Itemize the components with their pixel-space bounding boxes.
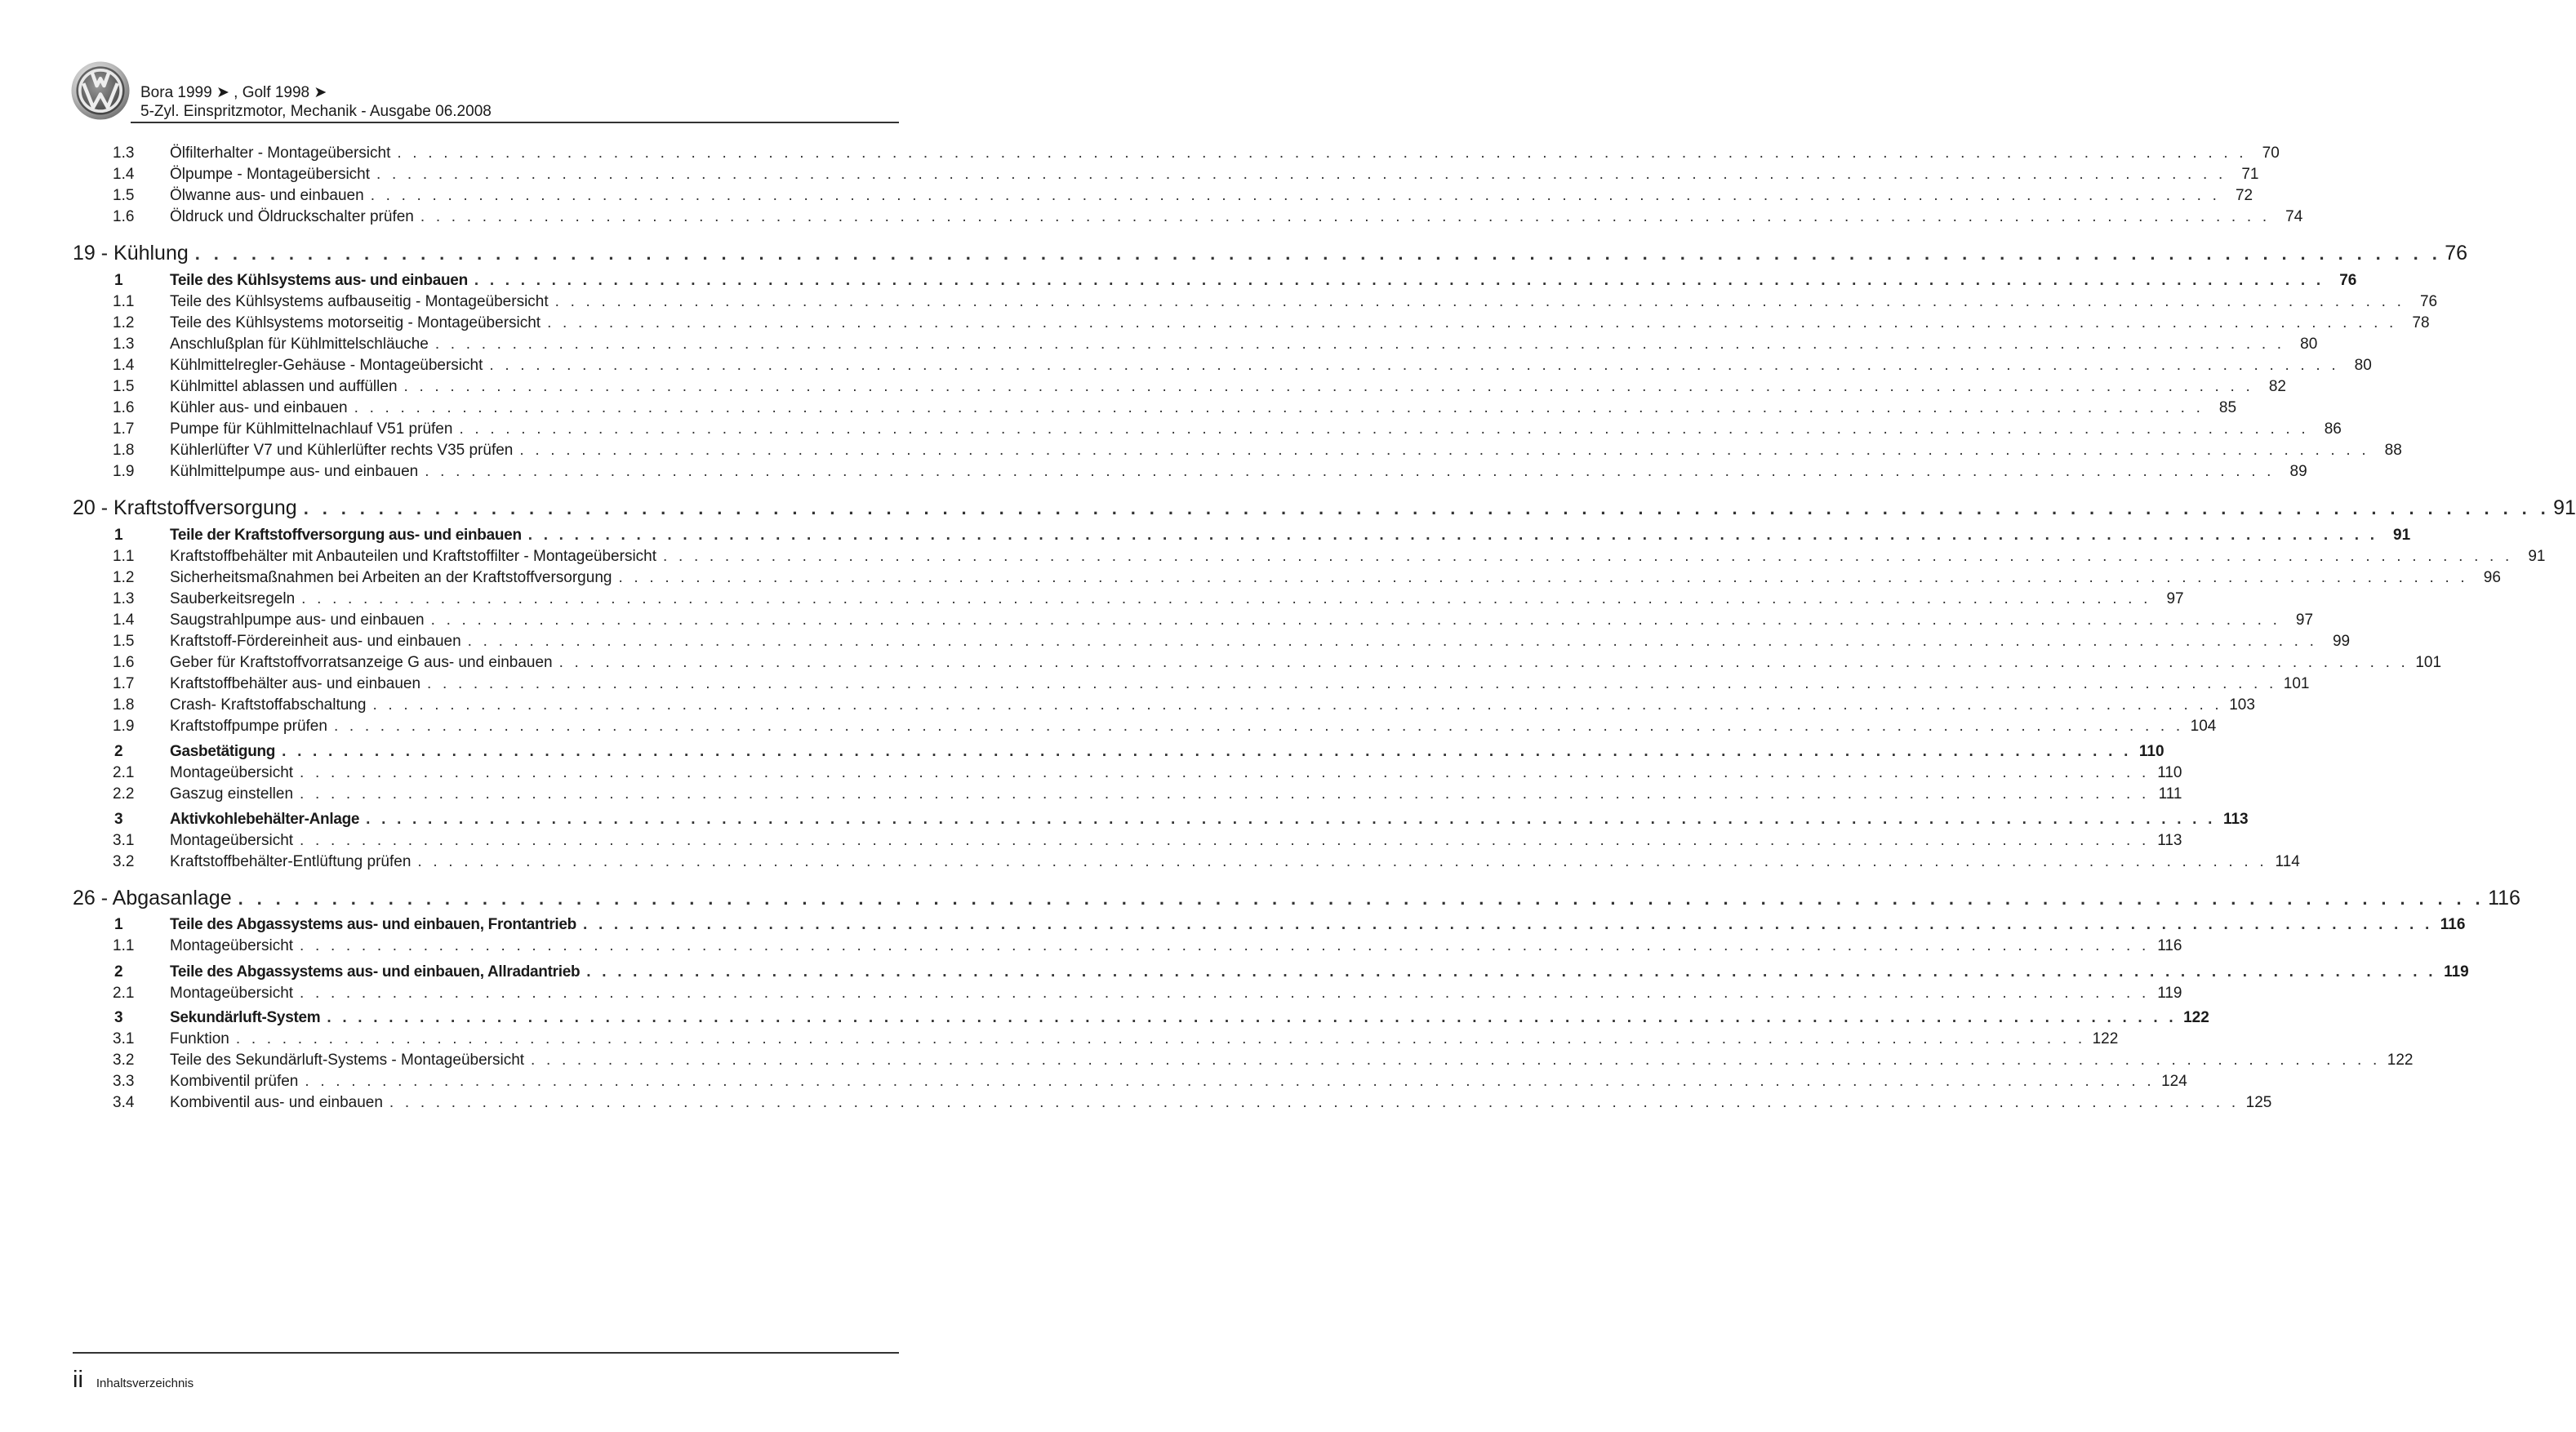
toc-entry-title: Öldruck und Öldruckschalter prüfen: [170, 208, 414, 225]
toc-entry-line: [170, 633, 2351, 651]
toc-entry-number: 3: [114, 811, 123, 828]
toc-entry-page: 71: [2241, 166, 2259, 183]
toc-entry-page: 78: [2412, 314, 2430, 331]
toc-entry-number: 1.6: [113, 208, 135, 225]
toc-entry-line: [170, 145, 2280, 162]
toc-entry-title: Teile des Kühlsystems aus- und einbauen: [170, 272, 468, 289]
dot-leader: . . . . . . . . . . . . . . . . . . . . . . . . . . . . . . . . . . . . . . . . . . . . . . . . . . . . . . . . . . . . . . . . . . . . . . . . . . . . . . . . . . . . . . . . . . . . . . . . . . . . . . . . . . . . . . . . . . . . . . . .: [370, 187, 2221, 204]
toc-entry-number: 2.1: [113, 985, 135, 1002]
dot-leader: . . . . . . . . . . . . . . . . . . . . . . . . . . . . . . . . . . . . . . . . . . . . . . . . . . . . . . . . . . . . . . . . . . . . . . . . . . . . . . . . . . . . . . . . . . . . . . . . . . . . . . . . . . . . . . . . . . . . . . . .: [547, 314, 2397, 331]
toc-entry-page: 99: [2332, 633, 2351, 650]
toc-entry-line: [170, 420, 2342, 438]
toc-entry-page: 91: [2393, 527, 2411, 544]
toc-entry-page: 125: [2245, 1094, 2272, 1111]
toc-entry-title: Kombiventil prüfen: [170, 1073, 299, 1090]
toc-entry-number: 2.1: [113, 764, 135, 781]
toc-entry-line: [170, 718, 2217, 736]
toc-entry-page: 74: [2285, 208, 2303, 225]
dot-leader: . . . . . . . . . . . . . . . . . . . . . . . . . . . . . . . . . . . . . . . . . . . . . . . . . . . . . . . . . . . . . . . . . . . . . . . . . . . . . . . . . . . . . . . . . . . . . . . . . . . . . . . . . . . . . . . . . . . . . . . .: [300, 985, 2150, 1002]
toc-entry-line: [170, 399, 2237, 417]
dot-leader: . . . . . . . . . . . . . . . . . . . . . . . . . . . . . . . . . . . . . . . . . . . . . . . . . . . . . . . . . . . . . . . . . . . . . . . . . . . . . . . . . . . . . . . . . . . . . . . . . . . . . . . . . . . . . . . . . . . . . . . .: [327, 1009, 2177, 1026]
toc-entry-number: 3.1: [113, 832, 135, 849]
toc-entry-number: 3.2: [113, 1052, 135, 1069]
toc-entry-page: 80: [2300, 336, 2318, 353]
toc-entry-page: 96: [2483, 569, 2501, 586]
toc-entry-line: [170, 527, 2411, 545]
toc-entry-line: [170, 675, 2310, 693]
manual-subtitle: 5-Zyl. Einspritzmotor, Mechanik - Ausgabe 06.2008: [140, 103, 492, 120]
toc-entry-line: [170, 832, 2182, 850]
toc-entry-title: Sauberkeitsregeln: [170, 590, 296, 607]
dot-leader: . . . . . . . . . . . . . . . . . . . . . . . . . . . . . . . . . . . . . . . . . . . . . . . . . . . . . . . . . . . . . . . . . . . . . . . . . . . . . . . . . . . . . . . . . . . . . . . . . . . . . . . . . . . . . . . . . . . . . . . .: [531, 1052, 2381, 1069]
toc-entry-line: [170, 590, 2184, 608]
page-footer: [73, 1367, 194, 1394]
dot-leader: . . . . . . . . . . . . . . . . . . . . . . . . . . . . . . . . . . . . . . . . . . . . . . . . . . . . . . . . . . . . . . . . . . . . . . . . . . . . . . . . . . . . . . . . . . . . . . . . . . . . . . . . . . . . . . . . . . . . . . . .: [425, 463, 2275, 480]
dot-leader: . . . . . . . . . . . . . . . . . . . . . . . . . . . . . . . . . . . . . . . . . . . . . . . . . . . . . . . . . . . . . . . . . . . . . . . . . . . . . . . . . . . . . . . . . . . . . . . . . . . . . . . . . . . . . . . . . . . . . . . .: [554, 293, 2405, 310]
toc-entry-page: 119: [2157, 985, 2182, 1002]
toc-entry-title: Crash- Kraftstoffabschaltung: [170, 696, 367, 714]
toc-entry-page: 97: [2166, 590, 2184, 607]
toc-entry-line: [170, 442, 2402, 460]
toc-entry-line: [170, 166, 2259, 184]
toc-entry-title: Gasbetätigung: [170, 743, 276, 760]
toc-entry-number: 1: [114, 916, 123, 933]
toc-entry-title: Pumpe für Kühlmittelnachlauf V51 prüfen: [170, 420, 453, 438]
toc-entry-page: 76: [2419, 293, 2438, 310]
toc-entry-title: Montageübersicht: [170, 764, 294, 781]
toc-entry-number: 1.2: [113, 314, 135, 331]
toc-entry-number: 3.1: [113, 1030, 135, 1047]
toc-entry-page: 86: [2324, 420, 2342, 438]
dot-leader: . . . . . . . . . . . . . . . . . . . . . . . . . . . . . . . . . . . . . . . . . . . . . . . . . . . . . . . . . . . . . . . . . . . . . . . . . . . . . . . . . . . . . . . . . . . . . . . . . . . . . . . . . . . . . . . . . . . . . . . .: [582, 916, 2433, 933]
toc-entry-number: 1.6: [113, 399, 135, 416]
dot-leader: . . . . . . . . . . . . . . . . . . . . . . . . . . . . . . . . . . . . . . . . . . . . . . . . . . . . . . . . . . . . . . . . . . . . . . . . . . . . . . . . . . . . . . . . . . . . . . . . . . . . . . . . . . . . . . . . . . . . . . . .: [527, 527, 2378, 544]
header-divider: [131, 122, 899, 123]
toc-entry-page: 89: [2289, 463, 2307, 480]
toc-entry-line: [73, 496, 2576, 520]
toc-entry-title: Ölpumpe - Montageübersicht: [170, 166, 371, 183]
toc-entry-title: Teile des Abgassystems aus- und einbauen, Frontantrieb: [170, 916, 576, 933]
dot-leader: . . . . . . . . . . . . . . . . . . . . . . . . . . . . . . . . . . . . . . . . . . . . . . . . . . . . . . . . . . . . . . . . . . . . . . . . . . . . . . . . . . . . . . . . . . . . . . . . . . . . . . . . . . . . . . . . . . . . . . . .: [235, 1030, 2086, 1047]
toc-entry-title: Montageübersicht: [170, 937, 294, 954]
toc-entry-page: 101: [2283, 675, 2310, 692]
toc-entry-number: 1.4: [113, 166, 135, 183]
dot-leader: . . . . . . . . . . . . . . . . . . . . . . . . . . . . . . . . . . . . . . . . . . . . . . . . . . . . . . . . . . . . . . . . . . . . . . . . . . . . . . . . . . . . . . . . . . . . . . . . . . . . . . . . . . . . . . . . . . . . . . . .: [354, 399, 2205, 416]
toc-entry-title: Teile des Sekundärluft-Systems - Montageübersicht: [170, 1052, 525, 1069]
toc-entry-title: Funktion: [170, 1030, 229, 1047]
dot-leader: . . . . . . . . . . . . . . . . . . . . . . . . . . . . . . . . . . . . . . . . . . . . . . . . . . . . . . . . . . . . . . . . . . . . . . . . . . . . . . . . . . . . . . . . . . . . . . . . . . . . . . . . . . . . . . . . . . . . . . . .: [558, 654, 2409, 671]
toc-entry-line: [170, 811, 2249, 829]
manual-title: Bora 1999 ➤ , Golf 1998 ➤: [140, 84, 327, 101]
toc-entry-line: [170, 743, 2164, 761]
toc-entry-title: Teile des Abgassystems aus- und einbauen, Allradantrieb: [170, 963, 581, 981]
toc-entry-line: [170, 357, 2372, 375]
toc-entry-line: [170, 916, 2466, 934]
dot-leader: . . . . . . . . . . . . . . . . . . . . . . . . . . . . . . . . . . . . . . . . . . . . . . . . . . . . . . . . . . . . . . . . . . . . . . . . . . . . . . . . . . . . . . . . . . . . . . . . . . . . . . . . . . . . . . . . . . . . . . . .: [194, 243, 2442, 264]
toc-entry-title: Teile des Kühlsystems aufbauseitig - Montageübersicht: [170, 293, 549, 310]
toc-entry-number: 1.5: [113, 378, 135, 395]
dot-leader: . . . . . . . . . . . . . . . . . . . . . . . . . . . . . . . . . . . . . . . . . . . . . . . . . . . . . . . . . . . . . . . . . . . . . . . . . . . . . . . . . . . . . . . . . . . . . . . . . . . . . . . . . . . . . . . . . . . . . . . .: [303, 498, 2551, 518]
toc-entry-page: 104: [2190, 718, 2217, 735]
toc-entry-title: Kraftstoff-Fördereinheit aus- und einbauen: [170, 633, 461, 650]
toc-entry-number: 1.3: [113, 336, 135, 353]
toc-entry-title: Kraftstoffbehälter mit Anbauteilen und Kraftstoffilter - Montageübersicht: [170, 548, 657, 565]
toc-entry-line: [73, 887, 2520, 910]
toc-entry-number: 1.1: [113, 548, 135, 565]
dot-leader: . . . . . . . . . . . . . . . . . . . . . . . . . . . . . . . . . . . . . . . . . . . . . . . . . . . . . . . . . . . . . . . . . . . . . . . . . . . . . . . . . . . . . . . . . . . . . . . . . . . . . . . . . . . . . . . . . . . . . . . .: [397, 145, 2247, 162]
toc-entry-page: 116: [2488, 887, 2520, 909]
toc-entry-line: [170, 293, 2438, 311]
toc-entry-line: [170, 611, 2314, 629]
toc-entry-line: [170, 696, 2255, 714]
dot-leader: . . . . . . . . . . . . . . . . . . . . . . . . . . . . . . . . . . . . . . . . . . . . . . . . . . . . . . . . . . . . . . . . . . . . . . . . . . . . . . . . . . . . . . . . . . . . . . . . . . . . . . . . . . . . . . . . . . . . . . . .: [333, 718, 2184, 735]
toc-entry-line: [170, 378, 2286, 396]
toc-entry-number: 2: [114, 963, 123, 981]
toc-entry-title: Ölfilterhalter - Montageübersicht: [170, 145, 391, 162]
toc-entry-title: Saugstrahlpumpe aus- und einbauen: [170, 611, 425, 629]
toc-entry-title: Geber für Kraftstoffvorratsanzeige G aus- und einbauen: [170, 654, 553, 671]
toc-entry-line: [170, 208, 2303, 226]
toc-entry-number: 1.6: [113, 654, 135, 671]
toc-entry-page: 70: [2262, 145, 2280, 162]
toc-entry-title: Gaszug einstellen: [170, 785, 294, 803]
dot-leader: . . . . . . . . . . . . . . . . . . . . . . . . . . . . . . . . . . . . . . . . . . . . . . . . . . . . . . . . . . . . . . . . . . . . . . . . . . . . . . . . . . . . . . . . . . . . . . . . . . . . . . . . . . . . . . . . . . . . . . . .: [467, 633, 2318, 650]
toc-entry-line: [170, 937, 2182, 955]
dot-leader: . . . . . . . . . . . . . . . . . . . . . . . . . . . . . . . . . . . . . . . . . . . . . . . . . . . . . . . . . . . . . . . . . . . . . . . . . . . . . . . . . . . . . . . . . . . . . . . . . . . . . . . . . . . . . . . . . . . . . . . .: [305, 1073, 2155, 1090]
toc-entry-line: [170, 187, 2253, 205]
toc-entry-title: Montageübersicht: [170, 832, 294, 849]
vw-logo-icon: [70, 60, 131, 121]
toc-entry-number: 1.2: [113, 569, 135, 586]
toc-entry-title: Kühlerlüfter V7 und Kühlerlüfter rechts V35 prüfen: [170, 442, 514, 459]
toc-entry-page: 85: [2218, 399, 2237, 416]
toc-entry-page: 122: [2183, 1009, 2209, 1026]
toc-entry-page: 122: [2387, 1052, 2414, 1069]
toc-entry-number: 3.4: [113, 1094, 135, 1111]
toc-chapter-title: 26 - Abgasanlage: [73, 887, 232, 909]
dot-leader: . . . . . . . . . . . . . . . . . . . . . . . . . . . . . . . . . . . . . . . . . . . . . . . . . . . . . . . . . . . . . . . . . . . . . . . . . . . . . . . . . . . . . . . . . . . . . . . . . . . . . . . . . . . . . . . . . . . . . . . .: [420, 208, 2271, 225]
toc-entry-title: Teile der Kraftstoffversorgung aus- und einbauen: [170, 527, 522, 544]
toc-entry-line: [170, 1094, 2272, 1112]
toc-entry-line: [170, 853, 2300, 871]
toc-entry-page: 110: [2138, 743, 2164, 760]
toc-entry-page: 101: [2415, 654, 2442, 671]
toc-entry-number: 1.7: [113, 420, 135, 438]
toc-entry-page: 82: [2268, 378, 2286, 395]
toc-entry-number: 1.4: [113, 357, 135, 374]
dot-leader: . . . . . . . . . . . . . . . . . . . . . . . . . . . . . . . . . . . . . . . . . . . . . . . . . . . . . . . . . . . . . . . . . . . . . . . . . . . . . . . . . . . . . . . . . . . . . . . . . . . . . . . . . . . . . . . . . . . . . . . .: [300, 764, 2150, 781]
dot-leader: . . . . . . . . . . . . . . . . . . . . . . . . . . . . . . . . . . . . . . . . . . . . . . . . . . . . . . . . . . . . . . . . . . . . . . . . . . . . . . . . . . . . . . . . . . . . . . . . . . . . . . . . . . . . . . . . . . . . . . . .: [474, 272, 2325, 289]
toc-entry-page: 114: [2275, 853, 2300, 870]
dot-leader: . . . . . . . . . . . . . . . . . . . . . . . . . . . . . . . . . . . . . . . . . . . . . . . . . . . . . . . . . . . . . . . . . . . . . . . . . . . . . . . . . . . . . . . . . . . . . . . . . . . . . . . . . . . . . . . . . . . . . . . .: [618, 569, 2468, 586]
toc-entry-title: Ölwanne aus- und einbauen: [170, 187, 364, 204]
dot-leader: . . . . . . . . . . . . . . . . . . . . . . . . . . . . . . . . . . . . . . . . . . . . . . . . . . . . . . . . . . . . . . . . . . . . . . . . . . . . . . . . . . . . . . . . . . . . . . . . . . . . . . . . . . . . . . . . . . . . . . . .: [403, 378, 2253, 395]
toc-entry-number: 1.9: [113, 463, 135, 480]
toc-entry-page: 113: [2157, 832, 2182, 849]
page-header: [70, 52, 899, 122]
toc-entry-page: 110: [2157, 764, 2182, 781]
toc-entry-line: [170, 1073, 2187, 1091]
dot-leader: . . . . . . . . . . . . . . . . . . . . . . . . . . . . . . . . . . . . . . . . . . . . . . . . . . . . . . . . . . . . . . . . . . . . . . . . . . . . . . . . . . . . . . . . . . . . . . . . . . . . . . . . . . . . . . . . . . . . . . . .: [372, 696, 2222, 714]
toc-chapter-title: 19 - Kühlung: [73, 242, 189, 265]
footer-section-label: Inhaltsverzeichnis: [96, 1376, 194, 1390]
toc-entry-title: Kühlmittelregler-Gehäuse - Montageübersicht: [170, 357, 483, 374]
toc-entry-line: [170, 1009, 2209, 1027]
toc-entry-line: [170, 463, 2307, 481]
toc-entry-page: 124: [2161, 1073, 2187, 1090]
dot-leader: . . . . . . . . . . . . . . . . . . . . . . . . . . . . . . . . . . . . . . . . . . . . . . . . . . . . . . . . . . . . . . . . . . . . . . . . . . . . . . . . . . . . . . . . . . . . . . . . . . . . . . . . . . . . . . . . . . . . . . . .: [519, 442, 2369, 459]
dot-leader: . . . . . . . . . . . . . . . . . . . . . . . . . . . . . . . . . . . . . . . . . . . . . . . . . . . . . . . . . . . . . . . . . . . . . . . . . . . . . . . . . . . . . . . . . . . . . . . . . . . . . . . . . . . . . . . . . . . . . . . .: [366, 811, 2216, 828]
toc-entry-line: [170, 963, 2469, 981]
toc-entry-line: [170, 569, 2501, 587]
toc-entry-page: 122: [2092, 1030, 2119, 1047]
toc-entry-number: 1.7: [113, 675, 135, 692]
toc-entry-page: 88: [2384, 442, 2402, 459]
toc-entry-number: 1.4: [113, 611, 135, 629]
toc-entry-number: 3.2: [113, 853, 135, 870]
toc-entry-number: 1.3: [113, 145, 135, 162]
toc-entry-line: [170, 272, 2357, 290]
toc-entry-page: 119: [2444, 963, 2469, 981]
dot-leader: . . . . . . . . . . . . . . . . . . . . . . . . . . . . . . . . . . . . . . . . . . . . . . . . . . . . . . . . . . . . . . . . . . . . . . . . . . . . . . . . . . . . . . . . . . . . . . . . . . . . . . . . . . . . . . . . . . . . . . . .: [300, 937, 2150, 954]
toc-entry-number: 3.3: [113, 1073, 135, 1090]
toc-entry-number: 1.1: [113, 937, 135, 954]
dot-leader: . . . . . . . . . . . . . . . . . . . . . . . . . . . . . . . . . . . . . . . . . . . . . . . . . . . . . . . . . . . . . . . . . . . . . . . . . . . . . . . . . . . . . . . . . . . . . . . . . . . . . . . . . . . . . . . . . . . . . . . .: [663, 548, 2513, 565]
toc-entry-line: [170, 985, 2182, 1003]
toc-entry-page: 91: [2553, 496, 2576, 519]
dot-leader: . . . . . . . . . . . . . . . . . . . . . . . . . . . . . . . . . . . . . . . . . . . . . . . . . . . . . . . . . . . . . . . . . . . . . . . . . . . . . . . . . . . . . . . . . . . . . . . . . . . . . . . . . . . . . . . . . . . . . . . .: [434, 336, 2285, 353]
toc-entry-title: Sicherheitsmaßnahmen bei Arbeiten an der Kraftstoffversorgung: [170, 569, 612, 586]
toc-entry-title: Montageübersicht: [170, 985, 294, 1002]
toc-entry-title: Kraftstoffbehälter-Entlüftung prüfen: [170, 853, 412, 870]
toc-entry-line: [170, 764, 2182, 782]
toc-entry-page: 97: [2295, 611, 2314, 629]
dot-leader: . . . . . . . . . . . . . . . . . . . . . . . . . . . . . . . . . . . . . . . . . . . . . . . . . . . . . . . . . . . . . . . . . . . . . . . . . . . . . . . . . . . . . . . . . . . . . . . . . . . . . . . . . . . . . . . . . . . . . . . .: [586, 963, 2436, 981]
toc-chapter-title: 20 - Kraftstoffversorgung: [73, 496, 297, 519]
dot-leader: . . . . . . . . . . . . . . . . . . . . . . . . . . . . . . . . . . . . . . . . . . . . . . . . . . . . . . . . . . . . . . . . . . . . . . . . . . . . . . . . . . . . . . . . . . . . . . . . . . . . . . . . . . . . . . . . . . . . . . . .: [282, 743, 2132, 760]
toc-entry-page: 76: [2445, 242, 2468, 265]
dot-leader: . . . . . . . . . . . . . . . . . . . . . . . . . . . . . . . . . . . . . . . . . . . . . . . . . . . . . . . . . . . . . . . . . . . . . . . . . . . . . . . . . . . . . . . . . . . . . . . . . . . . . . . . . . . . . . . . . . . . . . . .: [417, 853, 2267, 870]
toc-entry-number: 1: [114, 272, 123, 289]
toc-entry-line: [170, 1052, 2414, 1070]
dot-leader: . . . . . . . . . . . . . . . . . . . . . . . . . . . . . . . . . . . . . . . . . . . . . . . . . . . . . . . . . . . . . . . . . . . . . . . . . . . . . . . . . . . . . . . . . . . . . . . . . . . . . . . . . . . . . . . . . . . . . . . .: [300, 785, 2150, 803]
dot-leader: . . . . . . . . . . . . . . . . . . . . . . . . . . . . . . . . . . . . . . . . . . . . . . . . . . . . . . . . . . . . . . . . . . . . . . . . . . . . . . . . . . . . . . . . . . . . . . . . . . . . . . . . . . . . . . . . . . . . . . . .: [300, 832, 2150, 849]
dot-leader: . . . . . . . . . . . . . . . . . . . . . . . . . . . . . . . . . . . . . . . . . . . . . . . . . . . . . . . . . . . . . . . . . . . . . . . . . . . . . . . . . . . . . . . . . . . . . . . . . . . . . . . . . . . . . . . . . . . . . . . .: [427, 675, 2277, 692]
toc-entry-title: Teile des Kühlsystems motorseitig - Montageübersicht: [170, 314, 541, 331]
toc-entry-number: 2: [114, 743, 123, 760]
footer-divider: [73, 1352, 899, 1354]
toc-entry-line: [73, 242, 2468, 265]
dot-leader: . . . . . . . . . . . . . . . . . . . . . . . . . . . . . . . . . . . . . . . . . . . . . . . . . . . . . . . . . . . . . . . . . . . . . . . . . . . . . . . . . . . . . . . . . . . . . . . . . . . . . . . . . . . . . . . . . . . . . . . .: [376, 166, 2227, 183]
toc-entry-page: 116: [2440, 916, 2466, 933]
dot-leader: . . . . . . . . . . . . . . . . . . . . . . . . . . . . . . . . . . . . . . . . . . . . . . . . . . . . . . . . . . . . . . . . . . . . . . . . . . . . . . . . . . . . . . . . . . . . . . . . . . . . . . . . . . . . . . . . . . . . . . . .: [389, 1094, 2240, 1111]
toc-entry-title: Sekundärluft-System: [170, 1009, 321, 1026]
toc-entry-number: 1.5: [113, 633, 135, 650]
toc-entry-page: 116: [2157, 937, 2182, 954]
toc-entry-line: [170, 1030, 2119, 1048]
dot-leader: . . . . . . . . . . . . . . . . . . . . . . . . . . . . . . . . . . . . . . . . . . . . . . . . . . . . . . . . . . . . . . . . . . . . . . . . . . . . . . . . . . . . . . . . . . . . . . . . . . . . . . . . . . . . . . . . . . . . . . . .: [430, 611, 2281, 629]
toc-entry-title: Kraftstoffpumpe prüfen: [170, 718, 327, 735]
toc-entry-page: 113: [2222, 811, 2249, 828]
footer-page-number: ii: [73, 1367, 83, 1393]
toc-entry-title: Anschlußplan für Kühlmittelschläuche: [170, 336, 429, 353]
toc-entry-page: 76: [2339, 272, 2357, 289]
dot-leader: . . . . . . . . . . . . . . . . . . . . . . . . . . . . . . . . . . . . . . . . . . . . . . . . . . . . . . . . . . . . . . . . . . . . . . . . . . . . . . . . . . . . . . . . . . . . . . . . . . . . . . . . . . . . . . . . . . . . . . . .: [238, 888, 2485, 909]
toc-entry-line: [170, 654, 2442, 672]
toc-entry-page: 72: [2235, 187, 2253, 204]
toc-entry-number: 1: [114, 527, 123, 544]
toc-entry-number: 1.3: [113, 590, 135, 607]
toc-entry-page: 111: [2158, 785, 2182, 803]
toc-entry-number: 1.9: [113, 718, 135, 735]
toc-entry-number: 3: [114, 1009, 123, 1026]
toc-entry-title: Kraftstoffbehälter aus- und einbauen: [170, 675, 421, 692]
toc-entry-number: 1.5: [113, 187, 135, 204]
toc-entry-number: 1.8: [113, 696, 135, 714]
toc-entry-page: 80: [2354, 357, 2372, 374]
dot-leader: . . . . . . . . . . . . . . . . . . . . . . . . . . . . . . . . . . . . . . . . . . . . . . . . . . . . . . . . . . . . . . . . . . . . . . . . . . . . . . . . . . . . . . . . . . . . . . . . . . . . . . . . . . . . . . . . . . . . . . . .: [459, 420, 2309, 438]
toc-entry-number: 1.8: [113, 442, 135, 459]
toc-entry-page: 103: [2229, 696, 2255, 714]
toc-entry-title: Aktivkohlebehälter-Anlage: [170, 811, 360, 828]
toc-entry-number: 1.1: [113, 293, 135, 310]
toc-entry-title: Kühler aus- und einbauen: [170, 399, 348, 416]
toc-entry-line: [170, 314, 2430, 332]
toc-entry-line: [170, 548, 2546, 566]
toc-entry-title: Kombiventil aus- und einbauen: [170, 1094, 383, 1111]
toc-entry-title: Kühlmittel ablassen und auffüllen: [170, 378, 398, 395]
toc-entry-page: 91: [2528, 548, 2546, 565]
toc-entry-title: Kühlmittelpumpe aus- und einbauen: [170, 463, 419, 480]
toc-entry-line: [170, 336, 2318, 354]
toc-entry-number: 2.2: [113, 785, 135, 803]
toc-entry-line: [170, 785, 2182, 803]
dot-leader: . . . . . . . . . . . . . . . . . . . . . . . . . . . . . . . . . . . . . . . . . . . . . . . . . . . . . . . . . . . . . . . . . . . . . . . . . . . . . . . . . . . . . . . . . . . . . . . . . . . . . . . . . . . . . . . . . . . . . . . .: [301, 590, 2151, 607]
dot-leader: . . . . . . . . . . . . . . . . . . . . . . . . . . . . . . . . . . . . . . . . . . . . . . . . . . . . . . . . . . . . . . . . . . . . . . . . . . . . . . . . . . . . . . . . . . . . . . . . . . . . . . . . . . . . . . . . . . . . . . . .: [489, 357, 2339, 374]
